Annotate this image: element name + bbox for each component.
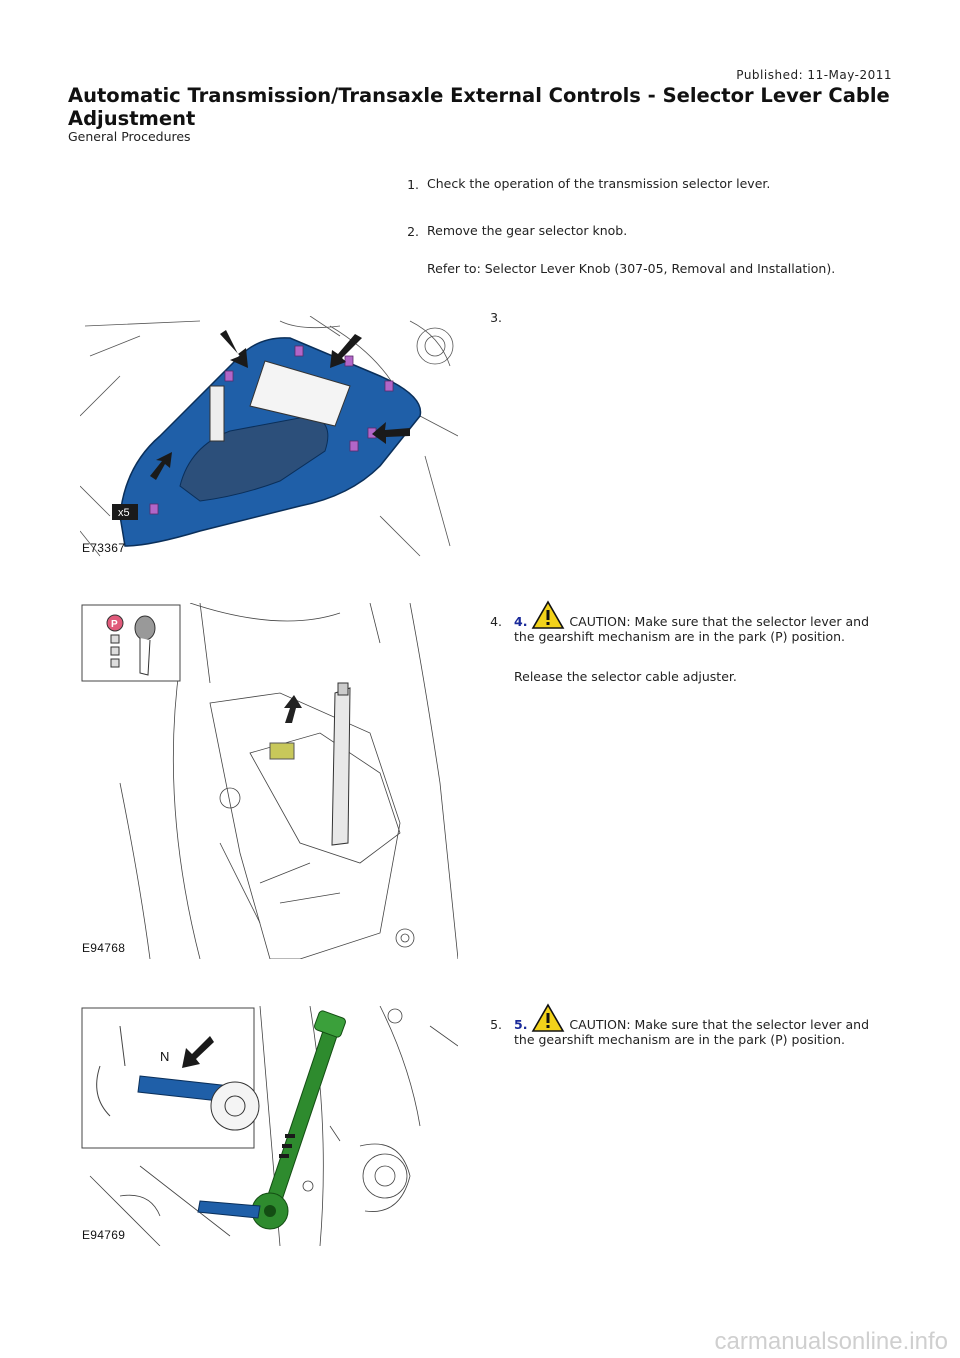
neutral-indicator-label: N — [160, 1049, 170, 1064]
published-date: Published: 11-May-2011 — [736, 68, 892, 82]
step-2-reference-link[interactable]: Refer to: Selector Lever Knob (307-05, Removal and Installation). — [427, 261, 836, 276]
watermark: carmanualsonline.info — [714, 1328, 948, 1355]
step-5-caution-text: CAUTION: Make sure that the selector lever and the gearshift mechanism are in the park (P) position. — [514, 1017, 870, 1047]
fastener-count-badge: x5 — [118, 507, 130, 519]
selector-cable-illustration — [80, 1006, 458, 1246]
warning-icon — [531, 1003, 565, 1033]
warning-icon — [531, 600, 565, 630]
step-2-text: Remove the gear selector knob. — [427, 223, 628, 238]
step-3-number: 3. — [490, 310, 502, 325]
step-4-number: 4. — [490, 614, 502, 629]
step-5-bold-number: 5. — [514, 1017, 528, 1032]
step-5-number: 5. — [490, 1017, 502, 1032]
figure-label-e94769: E94769 — [82, 1228, 126, 1242]
figure-label-e94768: E94768 — [82, 941, 126, 955]
selector-mechanism-illustration — [80, 603, 458, 959]
page-subtitle: General Procedures — [68, 129, 191, 144]
figure-selector-cable — [80, 1006, 458, 1246]
figure-label-e73367: E73367 — [82, 541, 126, 555]
console-trim-illustration — [80, 316, 458, 558]
step-1-text: Check the operation of the transmission selector lever. — [427, 176, 771, 191]
park-indicator-label: P — [111, 619, 118, 630]
step-4-text: Release the selector cable adjuster. — [514, 669, 737, 684]
step-2-number: 2. — [407, 224, 419, 239]
step-4-bold-number: 4. — [514, 614, 528, 629]
figure-selector-mechanism — [80, 603, 458, 959]
step-1-number: 1. — [407, 177, 419, 192]
page-title: Automatic Transmission/Transaxle External Controls - Selector Lever Cable Adjustment — [68, 84, 890, 130]
step-4-caution-text: CAUTION: Make sure that the selector lever and the gearshift mechanism are in the park (P) position. — [514, 614, 870, 644]
step-5-caution — [514, 1003, 874, 1047]
figure-console-trim — [80, 316, 458, 558]
step-4-caution — [514, 600, 874, 644]
